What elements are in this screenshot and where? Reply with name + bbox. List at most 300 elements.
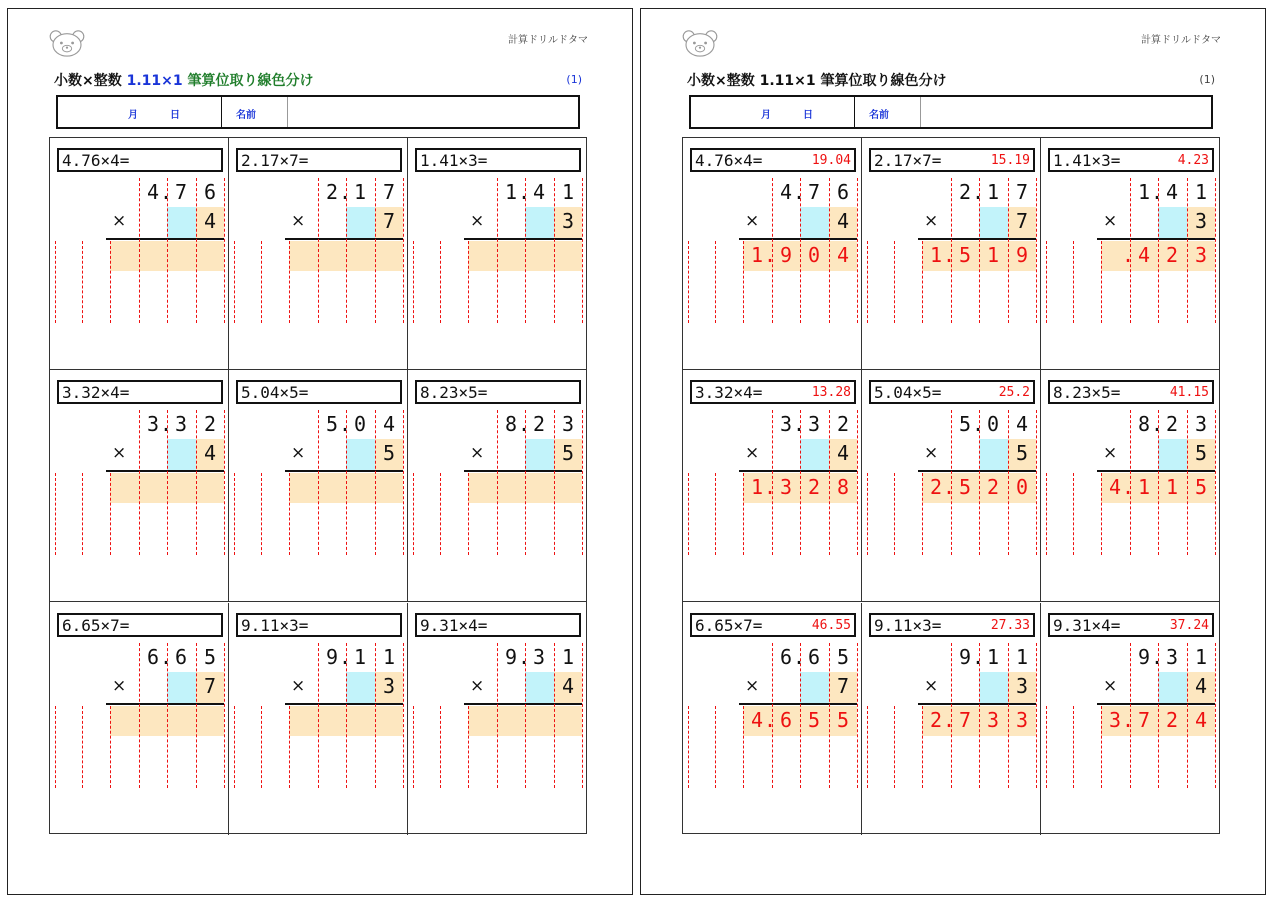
multiplier-digit: 4 — [561, 674, 575, 698]
problem-text: 5.04×5= — [241, 383, 309, 402]
multiplicand-digit: 2 — [958, 180, 972, 204]
place-value-line — [234, 706, 235, 788]
brand-label: 計算ドリルドタマ — [1141, 35, 1221, 46]
place-value-line — [1215, 178, 1216, 323]
worksheet-title — [687, 70, 947, 90]
place-value-line — [894, 241, 895, 323]
problem-cell — [1041, 370, 1220, 602]
answer-digit: 3 — [1108, 708, 1122, 732]
problem-text: 9.31×4= — [1053, 616, 1121, 635]
times-sign: × — [470, 211, 485, 231]
answer-text: 19.04 — [811, 153, 851, 168]
ones-column-highlight — [1158, 672, 1187, 703]
answer-digit: 4 — [836, 243, 850, 267]
answer-decimal-point: . — [943, 708, 956, 732]
ones-column-highlight — [167, 439, 196, 470]
decimal-point: . — [160, 645, 173, 669]
date-field[interactable] — [691, 97, 855, 127]
times-sign: × — [291, 443, 306, 463]
place-value-line — [413, 706, 414, 788]
times-sign: × — [291, 211, 306, 231]
ones-column-highlight — [800, 207, 829, 238]
problem-box — [690, 380, 856, 404]
place-value-line — [110, 706, 111, 788]
place-value-line — [110, 473, 111, 555]
multiplicand-digit: 6 — [807, 645, 821, 669]
multiplicand-digit: 6 — [174, 645, 188, 669]
multiplicand-digit: 2 — [836, 412, 850, 436]
place-value-line — [715, 706, 716, 788]
multiplicand-digit: 1 — [504, 180, 518, 204]
multiplication-line — [106, 238, 224, 240]
ones-column-highlight — [525, 672, 554, 703]
multiplicand-digit: 5 — [203, 645, 217, 669]
multiplier-digit: 5 — [561, 441, 575, 465]
multiplicand-digit: 4 — [1165, 180, 1179, 204]
multiplicand-digit: 9 — [325, 645, 339, 669]
multiplier-digit: 4 — [203, 441, 217, 465]
place-value-line — [1046, 706, 1047, 788]
answer-digit: 4 — [1194, 708, 1208, 732]
answer-decimal-point: . — [1122, 475, 1135, 499]
answer-digit: 5 — [958, 243, 972, 267]
place-value-line — [440, 241, 441, 323]
place-value-line — [413, 473, 414, 555]
problem-box — [869, 380, 1035, 404]
place-value-line — [224, 178, 225, 323]
multiplication-line — [739, 470, 857, 472]
multiplier-digit: 7 — [1015, 209, 1029, 233]
problem-box — [1048, 380, 1214, 404]
ones-column-highlight — [979, 672, 1008, 703]
answer-digit: 3 — [986, 708, 1000, 732]
multiplicand-digit: 3 — [532, 645, 546, 669]
place-value-line — [894, 473, 895, 555]
multiplication-line — [464, 703, 582, 705]
place-value-line — [440, 706, 441, 788]
answer-sheet — [640, 8, 1266, 895]
problem-cell — [229, 138, 408, 370]
multiplicand-digit: 6 — [146, 645, 160, 669]
place-value-line — [715, 473, 716, 555]
problem-box — [57, 148, 223, 172]
place-value-line — [403, 178, 404, 323]
multiplicand-digit: 6 — [203, 180, 217, 204]
answer-digit: 1 — [1165, 475, 1179, 499]
name-label: 名前 — [869, 110, 889, 121]
answer-text: 41.15 — [1169, 385, 1209, 400]
problem-text: 6.65×7= — [62, 616, 130, 635]
problem-cell — [683, 603, 862, 835]
problem-cell — [408, 370, 587, 602]
times-sign: × — [470, 676, 485, 696]
multiplicand-digit: 4 — [382, 412, 396, 436]
multiplication-line — [285, 470, 403, 472]
ones-column-highlight — [1158, 439, 1187, 470]
problem-cell — [683, 370, 862, 602]
multiplier-digit: 3 — [1015, 674, 1029, 698]
times-sign: × — [745, 211, 760, 231]
times-sign: × — [924, 676, 939, 696]
multiplication-line — [464, 470, 582, 472]
problem-text: 5.04×5= — [874, 383, 942, 402]
problem-text: 1.41×3= — [420, 151, 488, 170]
place-value-line — [1046, 241, 1047, 323]
decimal-point: . — [1151, 645, 1164, 669]
date-name-box — [689, 95, 1213, 129]
times-sign: × — [112, 211, 127, 231]
place-value-line — [413, 241, 414, 323]
answer-digit: 2 — [1165, 708, 1179, 732]
answer-digit: 5 — [836, 708, 850, 732]
place-value-line — [688, 706, 689, 788]
multiplicand-digit: 4 — [779, 180, 793, 204]
teddy-bear-icon — [681, 29, 719, 57]
problem-text: 6.65×7= — [695, 616, 763, 635]
answer-text: 27.33 — [990, 618, 1030, 633]
multiplicand-digit: 2 — [532, 412, 546, 436]
day-label: 日 — [170, 110, 180, 121]
multiplicand-digit: 2 — [1165, 412, 1179, 436]
title-main: 小数×整数 — [687, 73, 755, 89]
multiplicand-digit: 6 — [779, 645, 793, 669]
place-value-line — [82, 706, 83, 788]
answer-text: 15.19 — [990, 153, 1030, 168]
multiplication-line — [1097, 470, 1215, 472]
multiplicand-digit: 3 — [1165, 645, 1179, 669]
multiplicand-digit: 8 — [1137, 412, 1151, 436]
place-value-line — [403, 410, 404, 555]
answer-decimal-point: . — [1122, 243, 1135, 267]
answer-digit: 5 — [1194, 475, 1208, 499]
multiplier-digit: 3 — [382, 674, 396, 698]
answer-digit: 3 — [779, 475, 793, 499]
problem-box — [869, 613, 1035, 637]
name-label: 名前 — [236, 110, 256, 121]
problem-box — [690, 613, 856, 637]
multiplicand-digit: 0 — [986, 412, 1000, 436]
decimal-point: . — [1151, 412, 1164, 436]
place-value-line — [1046, 473, 1047, 555]
multiplier-digit: 7 — [203, 674, 217, 698]
ones-column-highlight — [525, 207, 554, 238]
multiplicand-digit: 7 — [807, 180, 821, 204]
multiplier-digit: 3 — [561, 209, 575, 233]
answer-digit: 1 — [986, 243, 1000, 267]
problem-box — [869, 148, 1035, 172]
decimal-point: . — [339, 645, 352, 669]
multiplicand-digit: 1 — [986, 645, 1000, 669]
multiplicand-digit: 5 — [836, 645, 850, 669]
decimal-point: . — [160, 412, 173, 436]
problem-text: 3.32×4= — [695, 383, 763, 402]
date-field[interactable] — [58, 97, 222, 127]
times-sign: × — [1103, 443, 1118, 463]
date-name-box — [56, 95, 580, 129]
ones-column-highlight — [800, 439, 829, 470]
answer-digit: 2 — [807, 475, 821, 499]
multiplier-digit: 4 — [836, 209, 850, 233]
ones-column-highlight — [979, 207, 1008, 238]
title-spec: 1.11×1 — [759, 73, 816, 89]
problem-text: 3.32×4= — [62, 383, 130, 402]
place-value-line — [440, 473, 441, 555]
problem-box — [415, 148, 581, 172]
place-value-line — [1036, 643, 1037, 788]
answer-digit: 5 — [958, 475, 972, 499]
answer-digit: 7 — [1137, 708, 1151, 732]
problem-box — [1048, 148, 1214, 172]
place-value-line — [289, 706, 290, 788]
answer-digit: 3 — [1015, 708, 1029, 732]
place-value-line — [1073, 241, 1074, 323]
decimal-point: . — [1151, 180, 1164, 204]
place-value-line — [224, 643, 225, 788]
times-sign: × — [1103, 676, 1118, 696]
place-value-line — [82, 473, 83, 555]
month-label: 月 — [128, 110, 138, 121]
multiplication-line — [1097, 238, 1215, 240]
multiplicand-digit: 1 — [353, 645, 367, 669]
problem-cell — [408, 603, 587, 835]
problem-box — [57, 613, 223, 637]
place-value-line — [867, 241, 868, 323]
problem-box — [236, 148, 402, 172]
place-value-line — [55, 241, 56, 323]
multiplication-line — [739, 703, 857, 705]
times-sign: × — [470, 443, 485, 463]
answer-digit: 1 — [1137, 475, 1151, 499]
place-value-line — [403, 643, 404, 788]
multiplicand-digit: 1 — [561, 645, 575, 669]
problem-box — [236, 613, 402, 637]
multiplication-line — [285, 238, 403, 240]
multiplicand-digit: 7 — [1015, 180, 1029, 204]
title-sub: 筆算位取り線色分け — [820, 73, 947, 89]
place-value-line — [688, 241, 689, 323]
page-number: (1) — [1199, 73, 1215, 86]
decimal-point: . — [518, 645, 531, 669]
answer-digit: 9 — [779, 243, 793, 267]
ones-column-highlight — [167, 672, 196, 703]
place-value-line — [1215, 643, 1216, 788]
multiplicand-digit: 1 — [1015, 645, 1029, 669]
multiplication-line — [918, 703, 1036, 705]
problem-text: 1.41×3= — [1053, 151, 1121, 170]
ones-column-highlight — [346, 672, 375, 703]
place-value-line — [261, 241, 262, 323]
multiplier-digit: 4 — [836, 441, 850, 465]
answer-digit: 0 — [1015, 475, 1029, 499]
name-label-cell — [855, 97, 921, 127]
times-sign: × — [745, 443, 760, 463]
place-value-line — [468, 241, 469, 323]
problem-text: 2.17×7= — [241, 151, 309, 170]
times-sign: × — [745, 676, 760, 696]
answer-digit: 4 — [750, 708, 764, 732]
problem-cell — [50, 370, 229, 602]
place-value-line — [82, 241, 83, 323]
place-value-line — [688, 473, 689, 555]
problem-grid — [49, 137, 587, 834]
problem-box — [690, 148, 856, 172]
place-value-line — [1101, 241, 1102, 323]
answer-digit: 2 — [929, 708, 943, 732]
place-value-line — [1036, 410, 1037, 555]
ones-column-highlight — [800, 672, 829, 703]
answer-text: 13.28 — [811, 385, 851, 400]
answer-digit: 7 — [958, 708, 972, 732]
multiplicand-digit: 4 — [532, 180, 546, 204]
problem-text: 4.76×4= — [62, 151, 130, 170]
times-sign: × — [924, 443, 939, 463]
month-label: 月 — [761, 110, 771, 121]
answer-decimal-point: . — [764, 708, 777, 732]
decimal-point: . — [339, 180, 352, 204]
answer-text: 25.2 — [998, 385, 1030, 400]
ones-column-highlight — [346, 439, 375, 470]
multiplicand-digit: 3 — [174, 412, 188, 436]
ones-column-highlight — [167, 207, 196, 238]
title-spec: 1.11×1 — [126, 73, 183, 89]
problem-text: 9.31×4= — [420, 616, 488, 635]
multiplicand-digit: 2 — [203, 412, 217, 436]
ones-column-highlight — [1158, 207, 1187, 238]
multiplicand-digit: 1 — [561, 180, 575, 204]
answer-digit: 4 — [1108, 475, 1122, 499]
problem-cell — [1041, 603, 1220, 835]
multiplicand-digit: 5 — [958, 412, 972, 436]
answer-digit: 4 — [1137, 243, 1151, 267]
multiplication-line — [285, 703, 403, 705]
answer-digit: 9 — [1015, 243, 1029, 267]
ones-column-highlight — [979, 439, 1008, 470]
multiplicand-digit: 3 — [779, 412, 793, 436]
multiplicand-digit: 1 — [986, 180, 1000, 204]
multiplier-digit: 5 — [1015, 441, 1029, 465]
multiplicand-digit: 1 — [1194, 645, 1208, 669]
day-label: 日 — [803, 110, 813, 121]
answer-digit: 6 — [779, 708, 793, 732]
answer-digit: 2 — [1165, 243, 1179, 267]
title-sub: 筆算位取り線色分け — [187, 73, 314, 89]
decimal-point: . — [793, 412, 806, 436]
place-value-line — [857, 410, 858, 555]
answer-digit: 8 — [836, 475, 850, 499]
multiplicand-digit: 3 — [146, 412, 160, 436]
multiplication-line — [464, 238, 582, 240]
multiplicand-digit: 9 — [958, 645, 972, 669]
place-value-line — [110, 241, 111, 323]
multiplier-digit: 7 — [836, 674, 850, 698]
multiplicand-digit: 3 — [807, 412, 821, 436]
place-value-line — [261, 473, 262, 555]
decimal-point: . — [793, 180, 806, 204]
problem-box — [1048, 613, 1214, 637]
problem-sheet — [7, 8, 633, 895]
answer-digit: 0 — [807, 243, 821, 267]
answer-digit: 3 — [1194, 243, 1208, 267]
place-value-line — [582, 178, 583, 323]
multiplication-line — [106, 470, 224, 472]
place-value-line — [1073, 473, 1074, 555]
place-value-line — [289, 473, 290, 555]
multiplication-line — [918, 238, 1036, 240]
multiplier-digit: 4 — [203, 209, 217, 233]
place-value-line — [857, 178, 858, 323]
multiplier-digit: 3 — [1194, 209, 1208, 233]
place-value-line — [867, 473, 868, 555]
place-value-line — [857, 643, 858, 788]
worksheet-title — [54, 70, 314, 90]
multiplier-digit: 5 — [382, 441, 396, 465]
times-sign: × — [1103, 211, 1118, 231]
place-value-line — [234, 473, 235, 555]
place-value-line — [894, 706, 895, 788]
decimal-point: . — [339, 412, 352, 436]
problem-text: 2.17×7= — [874, 151, 942, 170]
brand-label: 計算ドリルドタマ — [508, 35, 588, 46]
answer-digit: 1 — [929, 243, 943, 267]
problem-cell — [50, 138, 229, 370]
place-value-line — [1215, 410, 1216, 555]
place-value-line — [468, 706, 469, 788]
multiplicand-digit: 7 — [382, 180, 396, 204]
name-label-cell — [222, 97, 288, 127]
multiplicand-digit: 0 — [353, 412, 367, 436]
place-value-line — [468, 473, 469, 555]
answer-digit: 1 — [750, 243, 764, 267]
answer-decimal-point: . — [1122, 708, 1135, 732]
problem-cell — [50, 603, 229, 835]
multiplicand-digit: 5 — [325, 412, 339, 436]
multiplicand-digit: 1 — [1194, 180, 1208, 204]
problem-text: 8.23×5= — [1053, 383, 1121, 402]
problem-cell — [229, 603, 408, 835]
problem-cell — [229, 370, 408, 602]
place-value-line — [224, 410, 225, 555]
answer-digit: 2 — [986, 475, 1000, 499]
decimal-point: . — [972, 412, 985, 436]
problem-cell — [683, 138, 862, 370]
problem-cell — [862, 138, 1041, 370]
decimal-point: . — [972, 645, 985, 669]
answer-decimal-point: . — [943, 243, 956, 267]
answer-digit: 2 — [929, 475, 943, 499]
multiplier-digit: 7 — [382, 209, 396, 233]
multiplier-digit: 5 — [1194, 441, 1208, 465]
multiplicand-digit: 6 — [836, 180, 850, 204]
multiplicand-digit: 1 — [353, 180, 367, 204]
multiplicand-digit: 7 — [174, 180, 188, 204]
place-value-line — [234, 241, 235, 323]
problem-box — [57, 380, 223, 404]
title-main: 小数×整数 — [54, 73, 122, 89]
multiplicand-digit: 3 — [1194, 412, 1208, 436]
problem-text: 9.11×3= — [874, 616, 942, 635]
multiplicand-digit: 4 — [1015, 412, 1029, 436]
decimal-point: . — [160, 180, 173, 204]
times-sign: × — [112, 676, 127, 696]
place-value-line — [55, 473, 56, 555]
answer-decimal-point: . — [764, 243, 777, 267]
decimal-point: . — [793, 645, 806, 669]
multiplier-digit: 4 — [1194, 674, 1208, 698]
answer-grid — [682, 137, 1220, 834]
answer-decimal-point: . — [943, 475, 956, 499]
place-value-line — [715, 241, 716, 323]
problem-text: 9.11×3= — [241, 616, 309, 635]
